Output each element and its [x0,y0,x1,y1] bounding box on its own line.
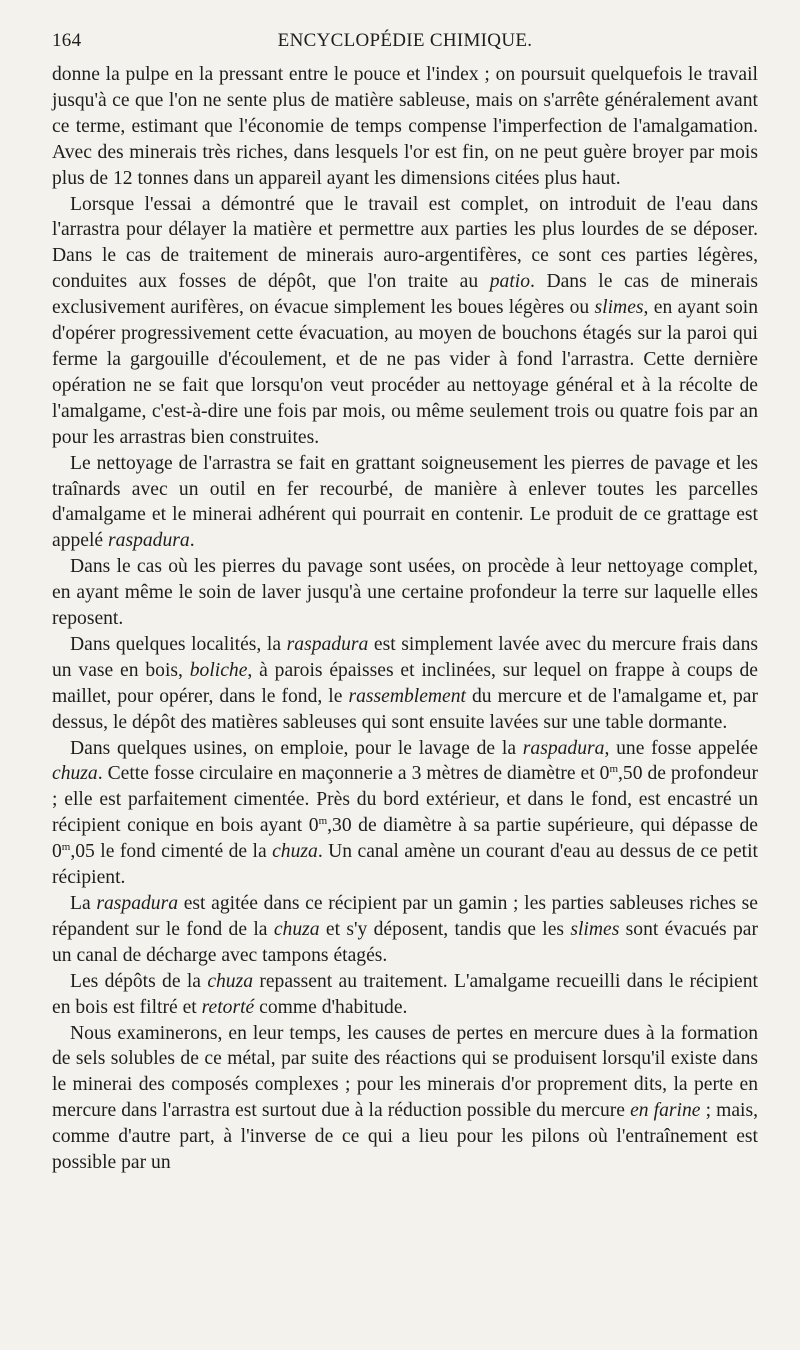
unit-superscript: m [61,841,71,854]
italic-term: rassemblement [348,685,466,707]
paragraph [52,1021,758,1176]
italic-term: chuza [272,841,318,863]
italic-term: boliche [189,659,248,681]
text-run: . [189,530,195,552]
text-run: . Un canal amène un courant d'eau au dessus de ce petit récipient. [52,841,758,889]
text-run: Le nettoyage de l'arrastra se fait en grattant soigneusement les pierres de pavage et les traînards avec un outil en fer recourbé, de manière à enlever toutes les parcelles d'amalgame et le minerai adhérent qui pourrait en contenir. Le produit de ce grattage est appelé [52,452,758,552]
text-run: comme d'habitude. [254,996,408,1018]
italic-term: patio [489,271,530,293]
italic-term: chuza [207,970,254,992]
page-number: 164 [52,30,82,51]
running-title: ENCYCLOPÉDIE CHIMIQUE. [277,30,533,51]
paragraph [52,736,758,891]
italic-term: chuza [52,763,98,785]
text-run: Lorsque l'essai a démontré que le travail est complet, on introduit de l'eau dans l'arrastra pour délayer la matière et permettre aux parties les plus lourdes de se déposer. Dans le cas de traitement de minerais auro-argentifères, ce sont ces parties légères, conduites aux fosses de dépôt, que l'on traite au [52,193,758,293]
italic-term: retorté [201,996,255,1018]
italic-term: raspadura [286,633,369,655]
paragraph [52,632,758,736]
text-run: ,30 de diamètre à sa partie supérieure, qui dépasse de 0 [52,815,758,863]
text-run: Dans le cas où les pierres du pavage sont usées, on procède à leur nettoyage complet, en ayant même le soin de laver jusqu'à une certaine profondeur la terre sur laquelle elles reposent. [52,556,758,630]
italic-term: raspadura [96,893,179,914]
italic-term: en farine [630,1100,701,1122]
text-run: , une fosse appelée [604,737,758,759]
text-run: repassent au traitement. L'amalgame recueilli dans le récipient en bois est filtré et [52,970,758,1018]
italic-term: slimes [570,918,620,940]
italic-term: chuza [273,918,320,940]
unit-superscript: m [318,815,328,828]
text-run: donne la pulpe en la pressant entre le pouce et l'index ; on poursuit quelquefois le travail jusqu'à ce que l'on ne sente plus de matière sableuse, mais on s'arrête généralement avant ce terme, estimant que l'économie de temps compense l'imperfection de l'amalgamation. Avec des minerais très riches, dans lesquels l'or est fin, on ne peut guère broyer par mois plus de 12 tonnes dans un appareil ayant les dimensions citées plus haut. [52,64,758,189]
unit-superscript: m [609,763,618,776]
text-run: sont évacués par un canal de décharge avec tampons étagés. [52,918,758,966]
italic-term: slimes [594,297,644,319]
italic-term: raspadura [108,530,190,552]
paragraph [52,192,758,451]
paragraph [52,62,758,192]
text-run: , en ayant soin d'opérer progressivement cette évacuation, au moyen de bouchons étagés sur la paroi qui ferme la gargouille d'écoulement, et de ne pas vider à fond l'arrastra. Cette dernière opération ne se fait que lorsqu'on veut procéder au nettoyage général et à la récolte de l'amalgame, c'est-à-dire une fois par mois, ou même seulement trois ou quatre fois par an pour les arrastras bien construites. [52,297,758,448]
text-run: . Cette fosse circulaire en maçonnerie a 3 mètres de diamètre et 0 [97,763,610,785]
text-run: ,05 le fond cimenté de la [70,841,273,863]
text-run: et s'y déposent, tandis que les [319,918,571,940]
paragraph [52,451,758,555]
text-run: est simplement lavée avec du mercure frais dans un vase en bois, [52,633,758,681]
paragraph [52,969,758,1021]
text-run: ,50 de profondeur ; elle est parfaitement cimentée. Près du bord extérieur, et dans le fond, est encastré un récipient conique en bois ayant 0 [52,763,758,837]
text-run: du mercure et de l'amalgame et, par dessus, le dépôt des matières sableuses qui sont ensuite lavées sur une table dormante. [52,685,758,733]
paragraph [52,891,758,969]
text-run: Nous examinerons, en leur temps, les causes de pertes en mercure dues à la formation de sels solubles de ce métal, par suite des réactions qui se produisent lorsqu'il existe dans le minerai des composés complexes ; pour les minerais d'or proprement dits, la perte en mercure dans l'arrastra est surtout due à la réduction possible du mercure [52,1022,758,1122]
page-header [52,30,758,56]
italic-term: raspadura [522,737,605,759]
text-run: , à parois épaisses et inclinées, sur lequel on frappe à coups de maillet, pour opérer, dans le fond, le [52,659,758,707]
text-run: La [70,893,97,914]
text-run: Dans quelques localités, la [70,633,287,655]
text-run: ; mais, comme d'autre part, à l'inverse de ce qui a lieu pour les pilons où l'entraînement est possible par un [52,1100,758,1174]
text-run: Dans quelques usines, on emploie, pour le lavage de la [70,737,523,759]
body-text [52,62,758,1176]
text-run: . Dans le cas de minerais exclusivement aurifères, on évacue simplement les boues légères ou [52,271,759,319]
text-run: Les dépôts de la [70,970,208,992]
text-run: est agitée dans ce récipient par un gamin ; les parties sableuses riches se répandent sur le fond de la [52,893,758,940]
paragraph [52,554,758,632]
